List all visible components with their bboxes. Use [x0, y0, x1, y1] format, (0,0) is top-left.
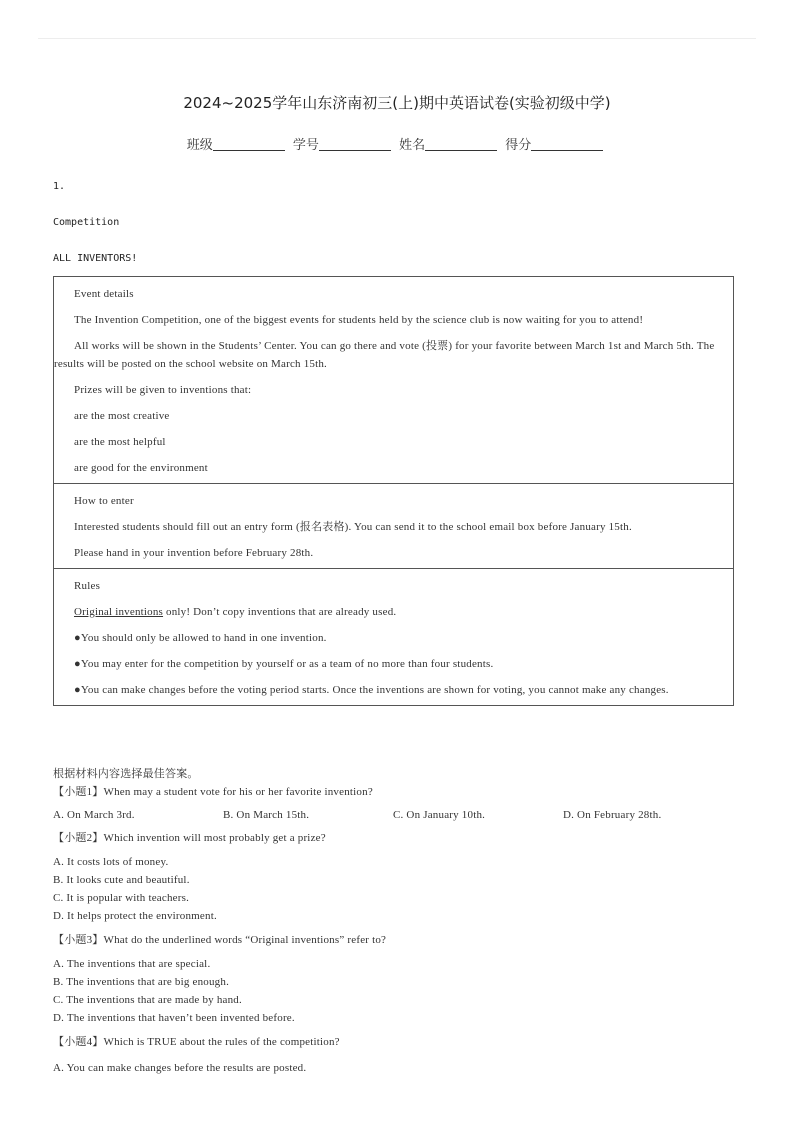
event-details-section — [54, 277, 733, 484]
sub-question-label: 【小题2】 — [53, 832, 104, 844]
rule-bullet: ●You can make changes before the voting period starts. Once the inventions are shown for voting, you cannot make any changes. — [74, 684, 669, 696]
option[interactable]: C. The inventions that are made by hand. — [53, 994, 242, 1006]
options-row — [53, 809, 743, 821]
list-item: are good for the environment — [74, 462, 208, 474]
student-info-line — [0, 134, 794, 153]
section-title: How to enter — [74, 495, 134, 507]
field-class-blank[interactable] — [213, 150, 285, 151]
option[interactable]: D. The inventions that haven’t been invented before. — [53, 1012, 295, 1024]
sub-question-label: 【小题3】 — [53, 934, 104, 946]
option[interactable]: B. On March 15th. — [223, 809, 310, 821]
option[interactable]: A. You can make changes before the results are posted. — [53, 1062, 307, 1074]
rule-text: only! Don’t copy inventions that are already used. — [163, 606, 397, 618]
field-name-label: 姓名 — [399, 138, 426, 153]
options-list — [53, 1059, 743, 1077]
option[interactable]: A. It costs lots of money. — [53, 856, 169, 868]
notice-box — [53, 276, 734, 706]
options-list — [53, 955, 743, 1027]
questions-area — [53, 765, 743, 1077]
passage-heading: Competition — [53, 217, 120, 228]
field-id-blank[interactable] — [319, 150, 391, 151]
paragraph: The Invention Competition, one of the biggest events for students held by the science club is now waiting for you to attend! — [74, 314, 644, 326]
paragraph: All works will be shown in the Students’ Center. You can go there and vote (投票) for your favorite between March 1st and March 5th. The results will be posted on the school website on March 15th. — [54, 340, 715, 370]
option[interactable]: A. On March 3rd. — [53, 809, 135, 821]
paragraph: Prizes will be given to inventions that: — [74, 384, 252, 396]
instruction: 根据材料内容选择最佳答案。 — [53, 768, 199, 780]
field-score-label: 得分 — [505, 138, 532, 153]
option[interactable]: D. It helps protect the environment. — [53, 910, 217, 922]
option[interactable]: A. The inventions that are special. — [53, 958, 211, 970]
page-title: 2024~2025学年山东济南初三(上)期中英语试卷(实验初级中学) — [183, 94, 611, 112]
sub-question-text: What do the underlined words “Original inventions” refer to? — [103, 934, 387, 946]
option[interactable]: B. It looks cute and beautiful. — [53, 874, 190, 886]
sub-question-3 — [53, 931, 743, 949]
sub-question-text: Which is TRUE about the rules of the competition? — [103, 1036, 340, 1048]
rule-bullet: ●You may enter for the competition by yourself or as a team of no more than four students. — [74, 658, 494, 670]
field-name-blank[interactable] — [425, 150, 497, 151]
paragraph: Interested students should fill out an entry form (报名表格). You can send it to the school email box before January 15th. — [74, 521, 632, 533]
options-list — [53, 853, 743, 925]
option[interactable]: B. The inventions that are big enough. — [53, 976, 230, 988]
sub-question-text: Which invention will most probably get a prize? — [103, 832, 326, 844]
sub-question-label: 【小题1】 — [53, 786, 104, 798]
sub-question-label: 【小题4】 — [53, 1036, 104, 1048]
top-divider — [38, 38, 756, 39]
section-title: Event details — [74, 288, 134, 300]
sub-question-4 — [53, 1033, 743, 1051]
section-title: Rules — [74, 580, 101, 592]
sub-question-2 — [53, 829, 743, 847]
option[interactable]: C. It is popular with teachers. — [53, 892, 190, 904]
how-to-enter-section — [54, 484, 733, 569]
list-item: are the most helpful — [74, 436, 166, 448]
option[interactable]: C. On January 10th. — [393, 809, 486, 821]
field-score-blank[interactable] — [531, 150, 603, 151]
list-item: are the most creative — [74, 410, 170, 422]
paragraph — [54, 603, 729, 621]
question-number: 1. — [53, 181, 66, 192]
option[interactable]: D. On February 28th. — [563, 809, 662, 821]
rule-bullet: ●You should only be allowed to hand in one invention. — [74, 632, 327, 644]
field-id-label: 学号 — [292, 138, 319, 153]
underlined-words: Original inventions — [74, 606, 164, 618]
paragraph: Please hand in your invention before February 28th. — [74, 547, 314, 559]
rules-section — [54, 569, 733, 705]
field-class-label: 班级 — [186, 138, 213, 153]
sub-question-1 — [53, 783, 743, 801]
sub-question-text: When may a student vote for his or her favorite invention? — [103, 786, 373, 798]
passage-subheading: ALL INVENTORS! — [53, 253, 138, 264]
